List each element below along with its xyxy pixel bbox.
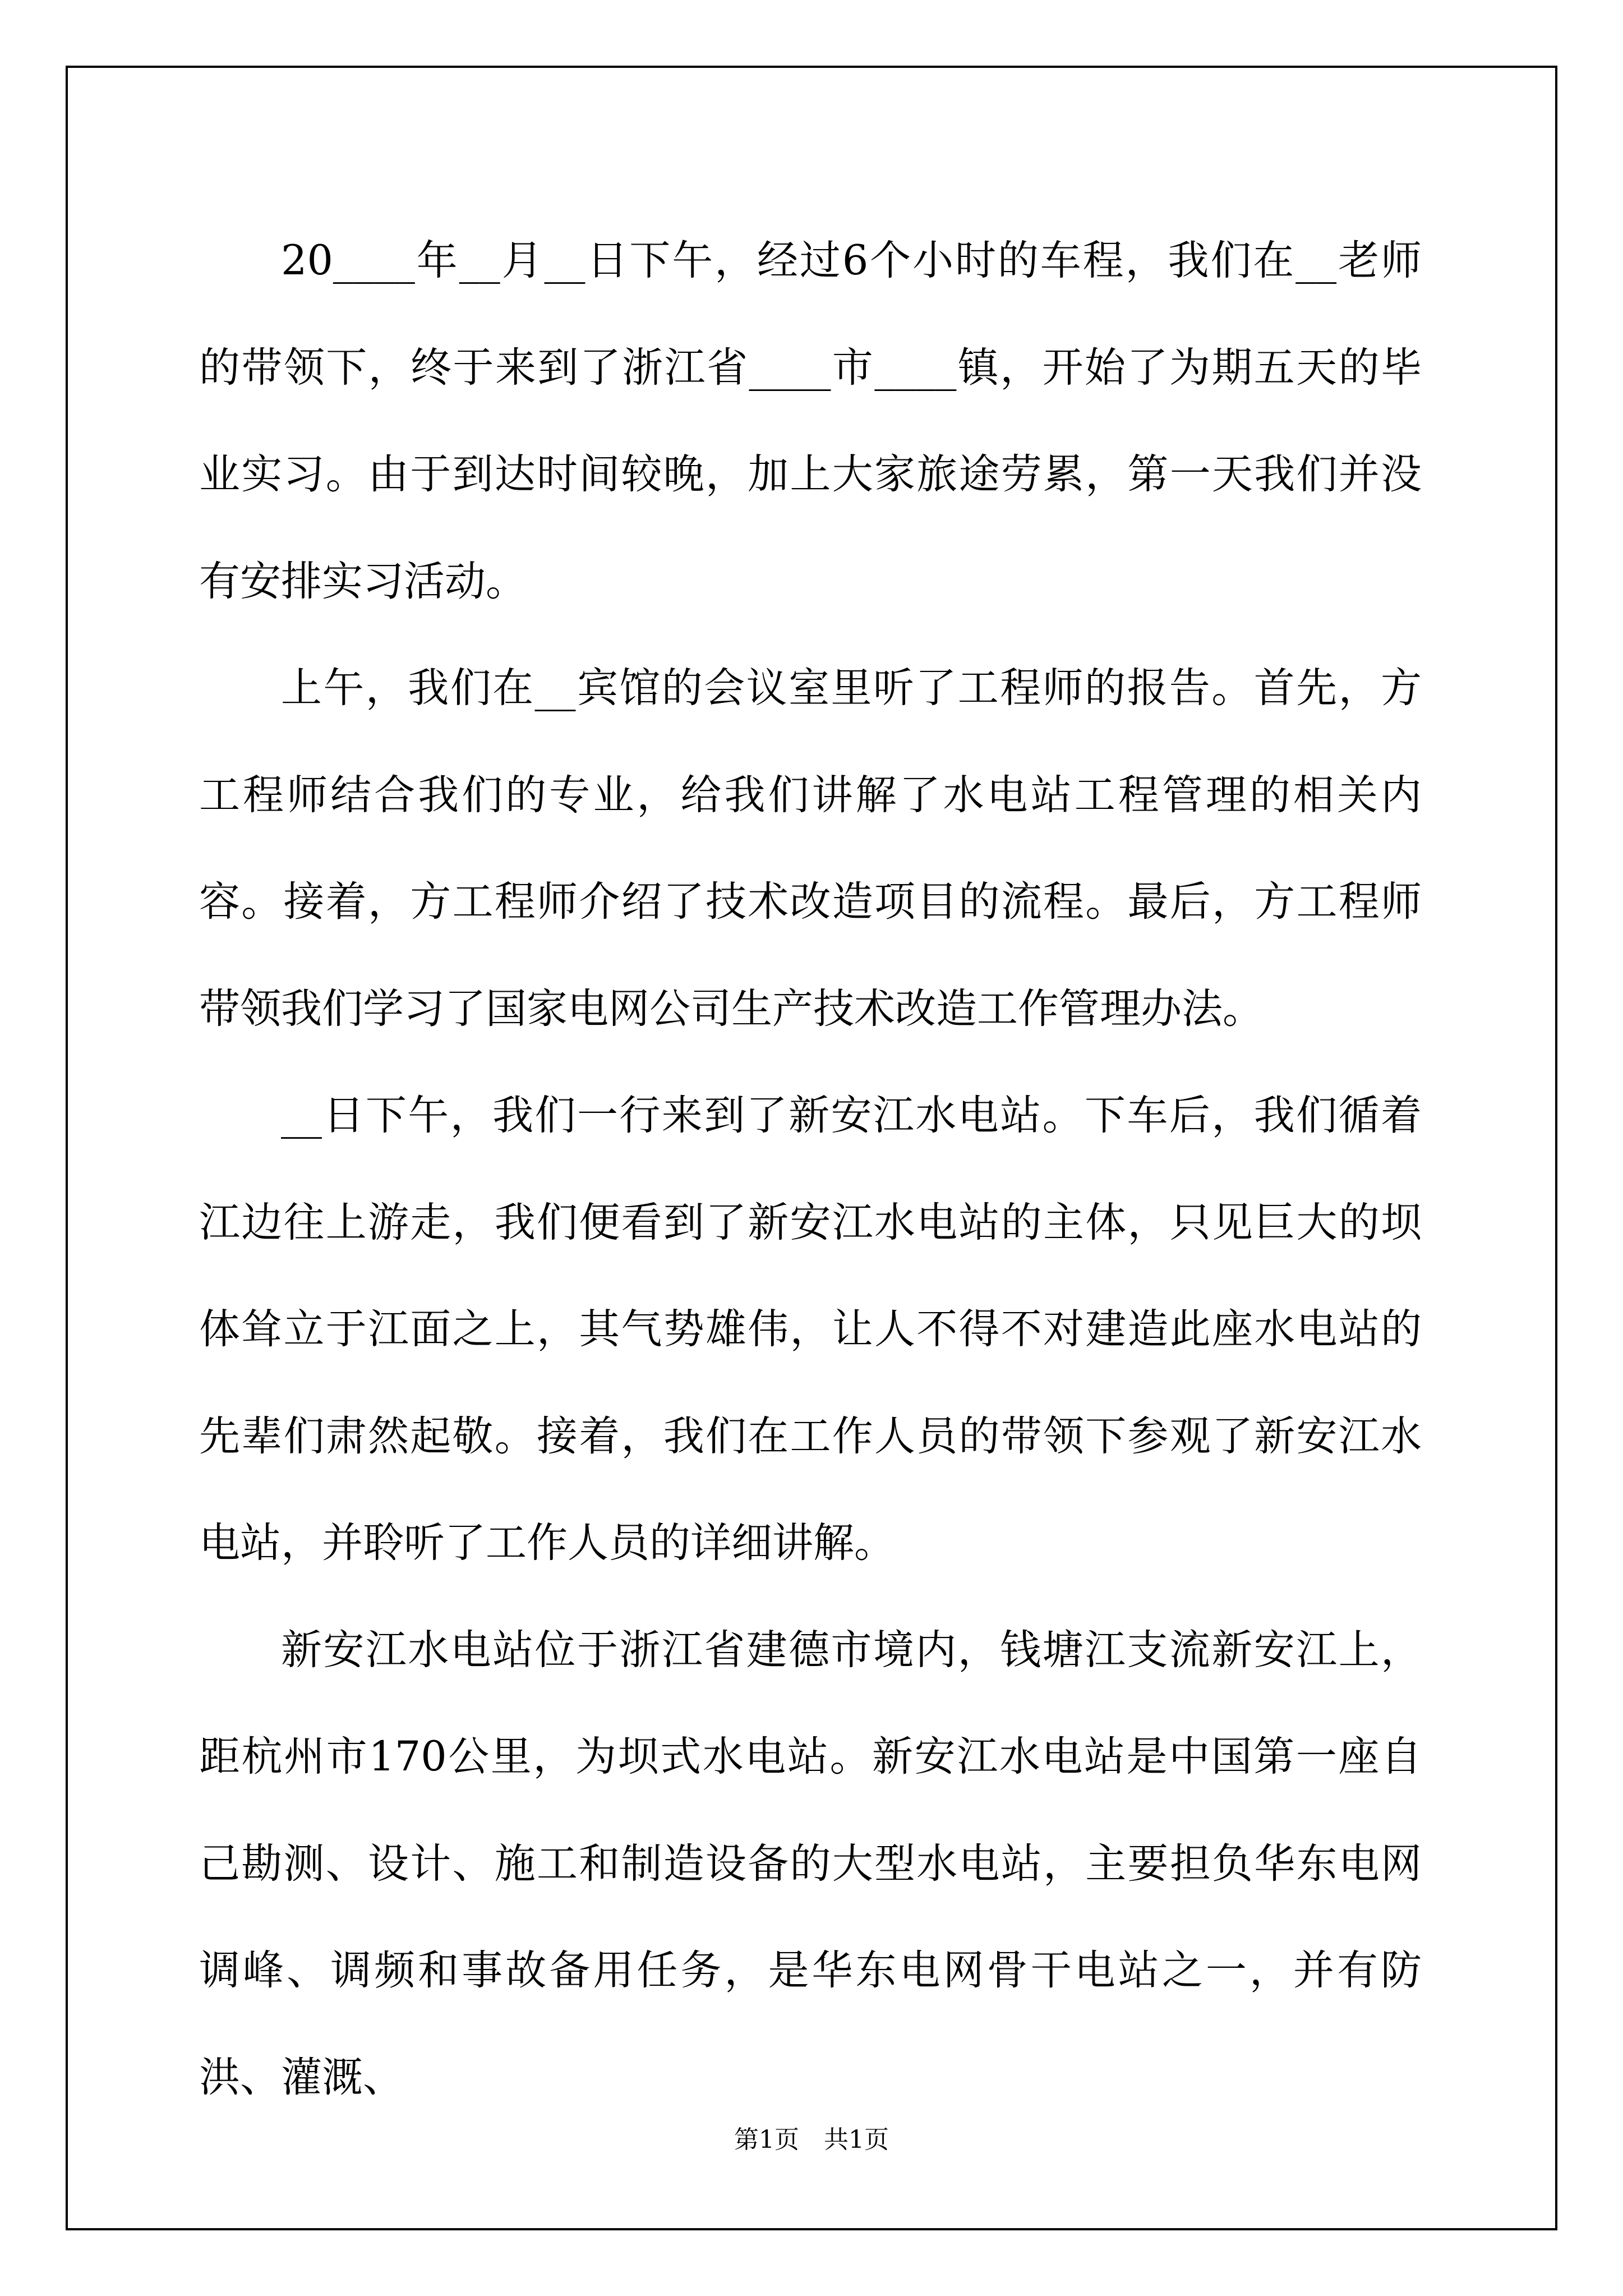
- page-footer: 第1页 共1页: [734, 2125, 889, 2154]
- paragraph-3: __日下午，我们一行来到了新安江水电站。下车后，我们循着江边往上游走，我们便看到了新安江水电站的主体，只见巨大的坝体耸立于江面之上，其气势雄伟，让人不得不对建造此座水电站的先辈们肃然起敬。接着，我们在工作人员的带领下参观了新安江水电站，并聆听了工作人员的详细讲解。: [199, 1092, 1422, 1567]
- document-body: [199, 208, 1422, 2131]
- paragraph-4: 新安江水电站位于浙江省建德市境内，钱塘江支流新安江上，距杭州市170公里，为坝式水电站。新安江水电站是中国第一座自己勘测、设计、施工和制造设备的大型水电站，主要担负华东电网调峰、调频和事故备用任务，是华东电网骨干电站之一，并有防洪、灌溉、: [199, 1626, 1422, 2101]
- paragraph-2: 上午，我们在__宾馆的会议室里听了工程师的报告。首先，方工程师结合我们的专业，给我们讲解了水电站工程管理的相关内容。接着，方工程师介绍了技术改造项目的流程。最后，方工程师带领我们学习了国家电网公司生产技术改造工作管理办法。: [199, 664, 1422, 1033]
- paragraph-1: 20____年__月__日下午，经过6个小时的车程，我们在__老师的带领下，终于来到了浙江省____市____镇，开始了为期五天的毕业实习。由于到达时间较晚，加上大家旅途劳累，第一天我们并没有安排实习活动。: [199, 237, 1422, 605]
